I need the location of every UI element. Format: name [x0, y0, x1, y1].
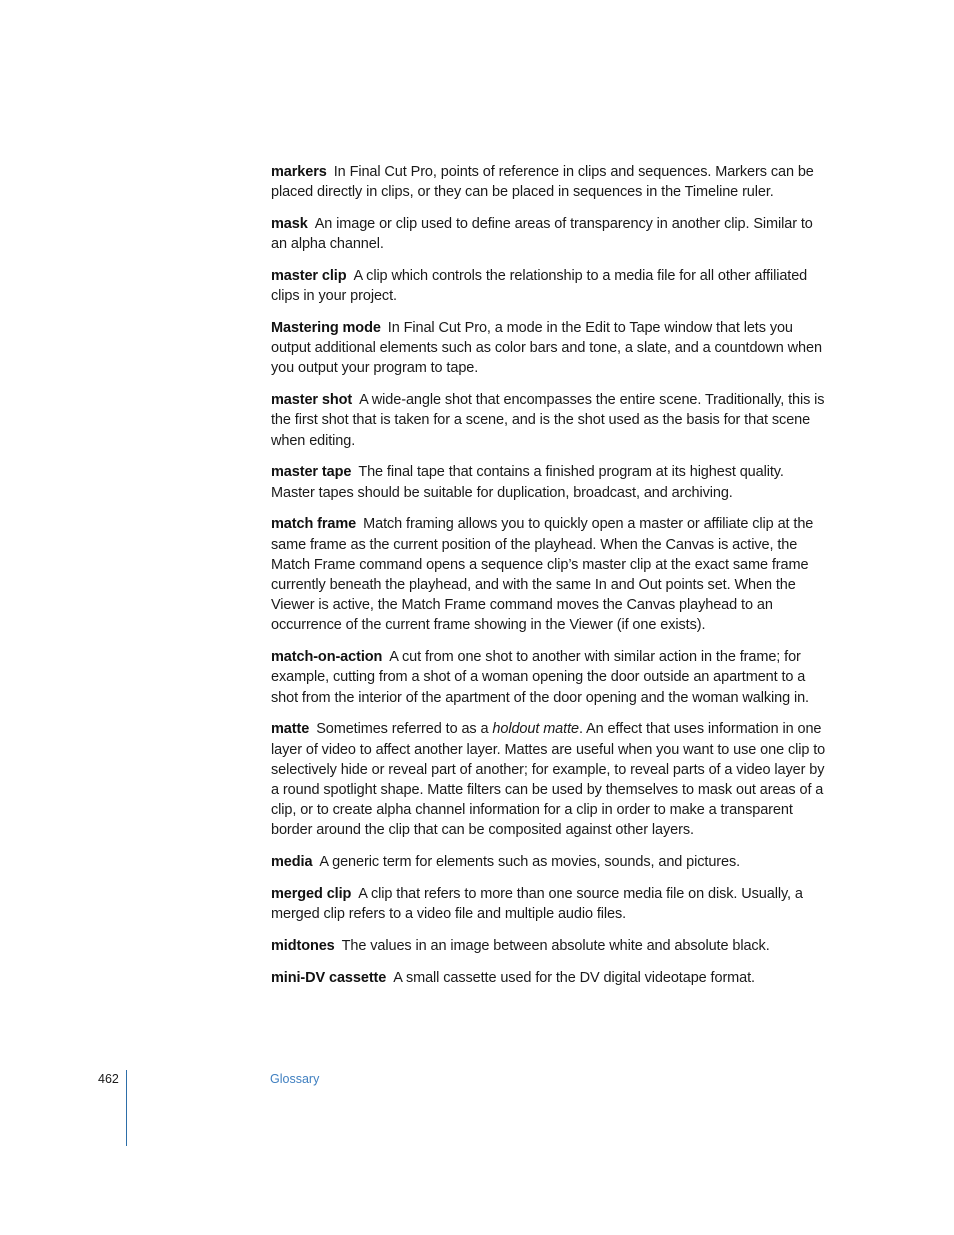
glossary-entry-mask [271, 214, 827, 254]
glossary-definition: Match framing allows you to quickly open a master or affiliate clip at the same frame as the current position of the playhead. When the Canvas is active, the Match Frame command opens a sequence clip’s master clip at the exact same frame currently beneath the playhead, and with the same In and Out points set. When the Viewer is active, the Match Frame command moves the Canvas playhead to an occurrence of the current frame showing in the Viewer (if one exists). [271, 516, 814, 634]
glossary-definition: In Final Cut Pro, a mode in the Edit to Tape window that lets you output additional elements such as color bars and tone, a slate, and a countdown when you output your program to tape. [271, 320, 822, 377]
glossary-definition [271, 721, 825, 838]
glossary-definition: A generic term for elements such as movies, sounds, and pictures. [319, 854, 741, 871]
glossary-definition: The values in an image between absolute white and absolute black. [341, 938, 770, 955]
glossary-definition: A clip that refers to more than one source media file on disk. Usually, a merged clip refers to a video file and multiple audio files. [271, 886, 803, 923]
glossary-definition: A wide-angle shot that encompasses the entire scene. Traditionally, this is the first shot that is taken for a scene, and is the shot used as the basis for that scene when editing. [271, 392, 825, 449]
glossary-entry-midtones [271, 936, 827, 956]
glossary-term: matte [271, 721, 310, 738]
definition-text: . An effect that uses information in one layer of video to affect another layer. Mattes are useful when you want to use one clip to selectively hide or reveal part of another; for example, to reveal parts of a video layer by a round spotlight shape. Matte filters can be used by themselves to mask out areas of a clip, or to create alpha channel information for a clip in order to make a transparent border around the clip that can be composited against other layers. [271, 721, 826, 839]
glossary-term: midtones [271, 938, 335, 955]
glossary-entry-mastering-mode [271, 318, 827, 379]
glossary-entry-markers [271, 162, 827, 202]
glossary-entry-media [271, 852, 827, 872]
page-number: 462 [98, 1072, 119, 1086]
glossary-entry-match-frame [271, 514, 827, 635]
glossary-term: master tape [271, 464, 352, 481]
glossary-entry-master-tape [271, 462, 827, 502]
glossary-definition: A small cassette used for the DV digital videotape format. [393, 969, 755, 986]
glossary-term: media [271, 854, 313, 871]
glossary-entry-mini-dv-cassette [271, 968, 827, 988]
glossary-entry-master-shot [271, 390, 827, 451]
glossary-term: master shot [271, 392, 353, 409]
glossary-definition: A clip which controls the relationship to a media file for all other affiliated clips in your project. [271, 268, 808, 305]
glossary-term: match-on-action [271, 649, 383, 666]
glossary-entry-matte [271, 719, 827, 840]
glossary-term: Mastering mode [271, 320, 381, 336]
definition-text: Sometimes referred to as a [316, 721, 493, 738]
glossary-definition: In Final Cut Pro, points of reference in clips and sequences. Markers can be placed directly in clips, or they can be placed in sequences in the Timeline ruler. [271, 164, 814, 201]
glossary-definition: An image or clip used to define areas of transparency in another clip. Similar to an alpha channel. [271, 216, 813, 253]
section-title: Glossary [270, 1072, 320, 1086]
glossary-term: match frame [271, 516, 357, 533]
glossary-list [271, 162, 827, 1000]
glossary-term: merged clip [271, 886, 352, 903]
glossary-term: mask [271, 216, 308, 232]
footer-divider [126, 1070, 127, 1146]
glossary-entry-match-on-action [271, 647, 827, 708]
glossary-definition: The final tape that contains a finished program at its highest quality. Master tapes should be suitable for duplication, broadcast, and archiving. [271, 464, 784, 501]
glossary-term: master clip [271, 268, 347, 284]
glossary-definition: A cut from one shot to another with similar action in the frame; for example, cutting from a shot of a woman opening the door outside an apartment to a shot from the interior of the apartment of the door opening and the woman walking in. [271, 649, 809, 706]
glossary-term: markers [271, 164, 327, 180]
glossary-entry-master-clip [271, 266, 827, 306]
definition-italic-term: holdout matte [492, 721, 579, 738]
glossary-entry-merged-clip [271, 884, 827, 924]
glossary-term: mini-DV cassette [271, 969, 387, 986]
